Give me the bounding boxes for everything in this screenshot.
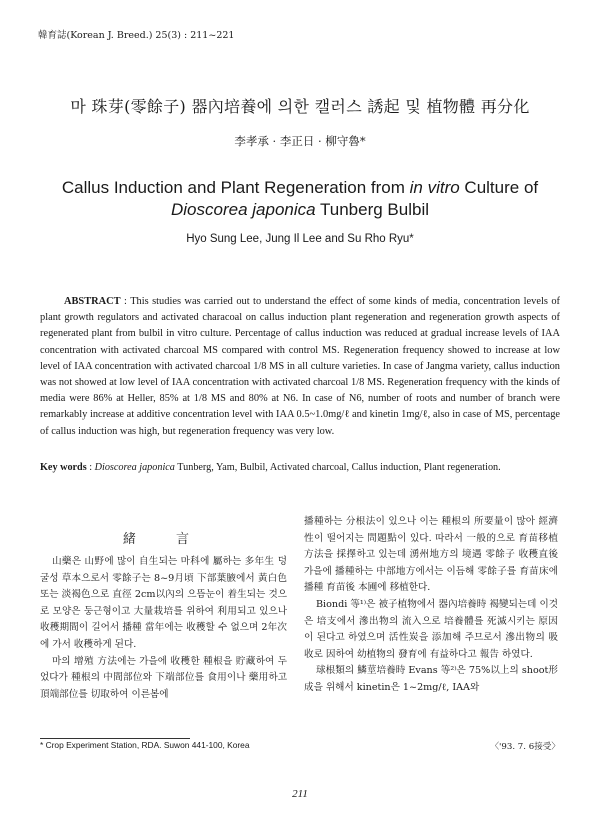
korean-title: 마 珠芽(零餘子) 器內培養에 의한 캘러스 誘起 및 植物體 再分化 [70, 97, 530, 116]
body-paragraph: 球根類의 鱗莖培養時 Evans 等²⁾은 75%以上의 shoot形成을 위해서 kinetin은 1~2mg/ℓ, IAA와 [304, 665, 558, 693]
keywords-label: Key words [40, 462, 87, 473]
abstract-sep: : [120, 296, 131, 307]
section-heading-introduction: 緒 言 [122, 532, 208, 547]
page-number: 211 [292, 788, 308, 800]
footnote-rule [40, 738, 190, 739]
english-title-species: Dioscorea japonica [171, 200, 316, 219]
abstract-label: ABSTRACT [64, 296, 121, 307]
english-title-part3: Tunberg Bulbil [315, 200, 429, 219]
body-right-column [304, 514, 558, 697]
affiliation-footnote: * Crop Experiment Station, RDA. Suwon 441-100, Korea [40, 740, 250, 750]
english-title-italic1: in vitro [409, 178, 460, 197]
abstract-text: This studies was carried out to understand the effect of some kinds of media, concentration levels of plant growth regulators and activated characoal on callus induction plant regeneration and regeneration growth aspects of regenerated plant from bulbil in vitro culture. Percentage of callus induction was reduced at gradual increase levels of IAA concentration with activated charcoal MS compared with control MS. Regeneration frequency showed to increase at low level of IAA concentration with activated charcoal 1/8 MS in all culture varieties. In case of Jangma variety, callus induction was not showed at low level of IAA concentration with activated charcoal 1/8 MS. Regeneration frequency with the kinds of media were 86% at Heller, 85% at 1/8 MS and 80% at N6. In case of N6, number of roots and number of branch were remarkably increase at additive concentration level with IAA 0.5~1.0mg/ℓ and kinetin 1mg/ℓ, also in case of MS, percentage of callus induction was high, but regeneration frequency was very low. [40, 296, 560, 437]
body-left-column [40, 554, 287, 703]
body-paragraph: 마의 增殖 方法에는 가을에 收穫한 種根을 貯藏하여 두었다가 種根의 中間部位와 下端部位를 食用이나 藥用하고 頂端部位를 切取하여 이른봄에 [40, 655, 287, 700]
english-title-part2: Culture of [459, 178, 539, 197]
keywords-sep: : [86, 462, 95, 473]
english-authors: Hyo Sung Lee, Jung Il Lee and Su Rho Ryu* [186, 233, 414, 245]
body-paragraph: 山藥은 山野에 많이 自生되는 마科에 屬하는 多年生 덩굴성 草本으로서 零餘子는 8~9月頃 下部葉腋에서 黃白色 또는 淡褐色으로 直徑 2cm以內의 으뜸눈이 着生되는 것으로 모양은 둥근형이고 大量栽培를 위하여 利用되고 있으나 收穫期間이 길어서 播種 當年에는 收穫할 수 없으며 2年次에 가서 收穫하게 된다. [40, 556, 287, 650]
body-paragraph: 播種하는 分根法이 있으나 이는 種根의 所要量이 많아 經濟性이 떨어지는 問題點이 있다. 따라서 一般的으로 育苗移植 方法을 採擇하고 있는데 湧州地方의 境遇 零餘子 收穫直後 가을에 播種하는 中部地方에서는 이듬해 零餘子를 育苗床에 播種 育苗後 本圃에 移植한다. [304, 516, 558, 594]
abstract [40, 294, 560, 440]
english-title-part1: Callus Induction and Plant Regeneration from [61, 178, 410, 197]
keywords-species: Dioscorea japonica [94, 462, 175, 473]
keywords [40, 462, 560, 473]
received-date: 〈'93. 7. 6接受〉 [490, 742, 560, 752]
korean-authors: 李孝承 · 李正日 · 柳守魯* [234, 134, 366, 148]
keywords-rest: Tunberg, Yam, Bulbil, Activated charcoal, Callus induction, Plant regeneration. [174, 462, 501, 473]
english-title [0, 177, 600, 221]
body-paragraph: Biondi 等¹⁾은 被子植物에서 器內培養時 褐變되는데 이것은 培支에서 滲出物의 流入으로 培養體를 死滅시키는 原因이 된다고 하였으며 活性炭을 添加해 주므로서 滲出物의 吸收로 因하여 幼植物의 發育에 有益하다고 報告 하였다. [304, 598, 558, 660]
journal-citation: 韓育誌(Korean J. Breed.) 25(3) : 211~221 [38, 30, 235, 41]
